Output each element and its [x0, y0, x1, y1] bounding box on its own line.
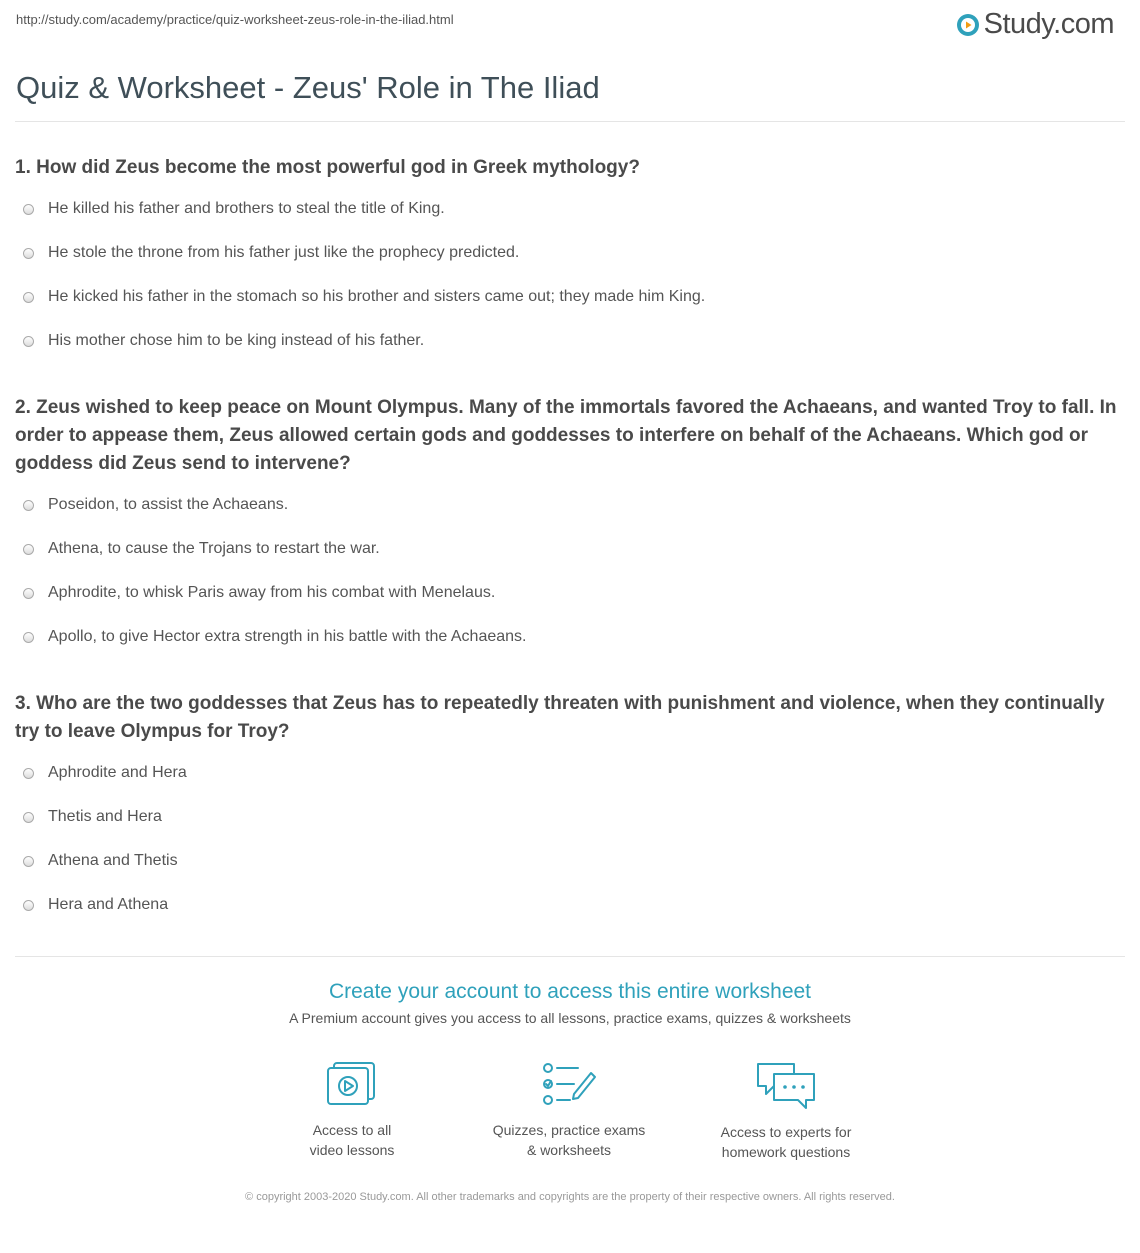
create-account-link[interactable]: Create your account to access this entire worksheet — [328, 980, 812, 1003]
feature-quizzes — [469, 1060, 669, 1160]
answer-label: Athena and Thetis — [48, 852, 178, 869]
cta-divider — [15, 956, 1125, 957]
answer-option[interactable] — [23, 244, 519, 262]
question-text: 2. Zeus wished to keep peace on Mount Olympus. Many of the immortals favored the Achaeans, and wanted Troy to fall. In order to appease them, Zeus allowed certain gods and goddesses to interfere on behalf of the Achaeans. Which god or goddess did Zeus send to intervene? — [15, 397, 1117, 474]
radio-button[interactable] — [23, 812, 34, 823]
answer-option[interactable] — [23, 896, 168, 914]
answer-label: Aphrodite, to whisk Paris away from his combat with Menelaus. — [48, 584, 496, 601]
question-text: 1. How did Zeus become the most powerful god in Greek mythology? — [15, 157, 640, 178]
answer-label: Athena, to cause the Trojans to restart the war. — [48, 540, 380, 557]
footer-copyright: © copyright 2003-2020 Study.com. All other trademarks and copyrights are the property of their respective owners. All rights reserved. — [245, 1191, 895, 1203]
radio-button[interactable] — [23, 768, 34, 779]
answer-option[interactable] — [23, 852, 178, 870]
answer-label: His mother chose him to be king instead of his father. — [48, 332, 425, 349]
title-divider — [15, 121, 1125, 122]
quiz-checklist-icon — [540, 1060, 598, 1108]
radio-button[interactable] — [23, 500, 34, 511]
answer-option[interactable] — [23, 540, 380, 558]
feature-label: Quizzes, practice exams & worksheets — [492, 1122, 646, 1158]
logo-text: Study.com — [983, 8, 1114, 40]
radio-button[interactable] — [23, 856, 34, 867]
study-logo[interactable] — [956, 8, 1114, 41]
feature-label: Access to all video lessons — [309, 1122, 395, 1158]
feature-label: Access to experts for homework questions — [720, 1124, 852, 1160]
cta-subtitle: A Premium account gives you access to all lessons, practice exams, quizzes & worksheets — [289, 1010, 851, 1026]
video-lessons-icon — [324, 1060, 380, 1108]
answer-option[interactable] — [23, 584, 495, 602]
answer-label: He kicked his father in the stomach so his brother and sisters came out; they made him King. — [48, 288, 706, 305]
answer-label: Aphrodite and Hera — [48, 764, 187, 781]
answer-label: Thetis and Hera — [48, 808, 162, 825]
answer-option[interactable] — [23, 288, 705, 306]
chat-bubbles-icon — [754, 1060, 818, 1110]
answer-label: He killed his father and brothers to steal the title of King. — [48, 200, 445, 217]
play-circle-icon — [956, 13, 980, 37]
feature-video-lessons — [252, 1060, 452, 1160]
radio-button[interactable] — [23, 336, 34, 347]
page-url: http://study.com/academy/practice/quiz-worksheet-zeus-role-in-the-iliad.html — [16, 12, 454, 27]
radio-button[interactable] — [23, 204, 34, 215]
answer-label: He stole the throne from his father just like the prophecy predicted. — [48, 244, 520, 261]
answer-option[interactable] — [23, 628, 527, 646]
radio-button[interactable] — [23, 588, 34, 599]
answer-label: Poseidon, to assist the Achaeans. — [48, 496, 289, 513]
answer-option[interactable] — [23, 332, 424, 350]
answer-option[interactable] — [23, 764, 187, 782]
answer-label: Apollo, to give Hector extra strength in his battle with the Achaeans. — [48, 628, 527, 645]
radio-button[interactable] — [23, 900, 34, 911]
answer-option[interactable] — [23, 496, 288, 514]
answer-option[interactable] — [23, 808, 162, 826]
page-title: Quiz & Worksheet - Zeus' Role in The Iliad — [16, 70, 600, 105]
feature-experts — [686, 1060, 886, 1162]
radio-button[interactable] — [23, 292, 34, 303]
radio-button[interactable] — [23, 248, 34, 259]
radio-button[interactable] — [23, 544, 34, 555]
radio-button[interactable] — [23, 632, 34, 643]
question-text: 3. Who are the two goddesses that Zeus has to repeatedly threaten with punishment and violence, when they continually try to leave Olympus for Troy? — [15, 693, 1105, 742]
answer-option[interactable] — [23, 200, 445, 218]
answer-label: Hera and Athena — [48, 896, 169, 913]
